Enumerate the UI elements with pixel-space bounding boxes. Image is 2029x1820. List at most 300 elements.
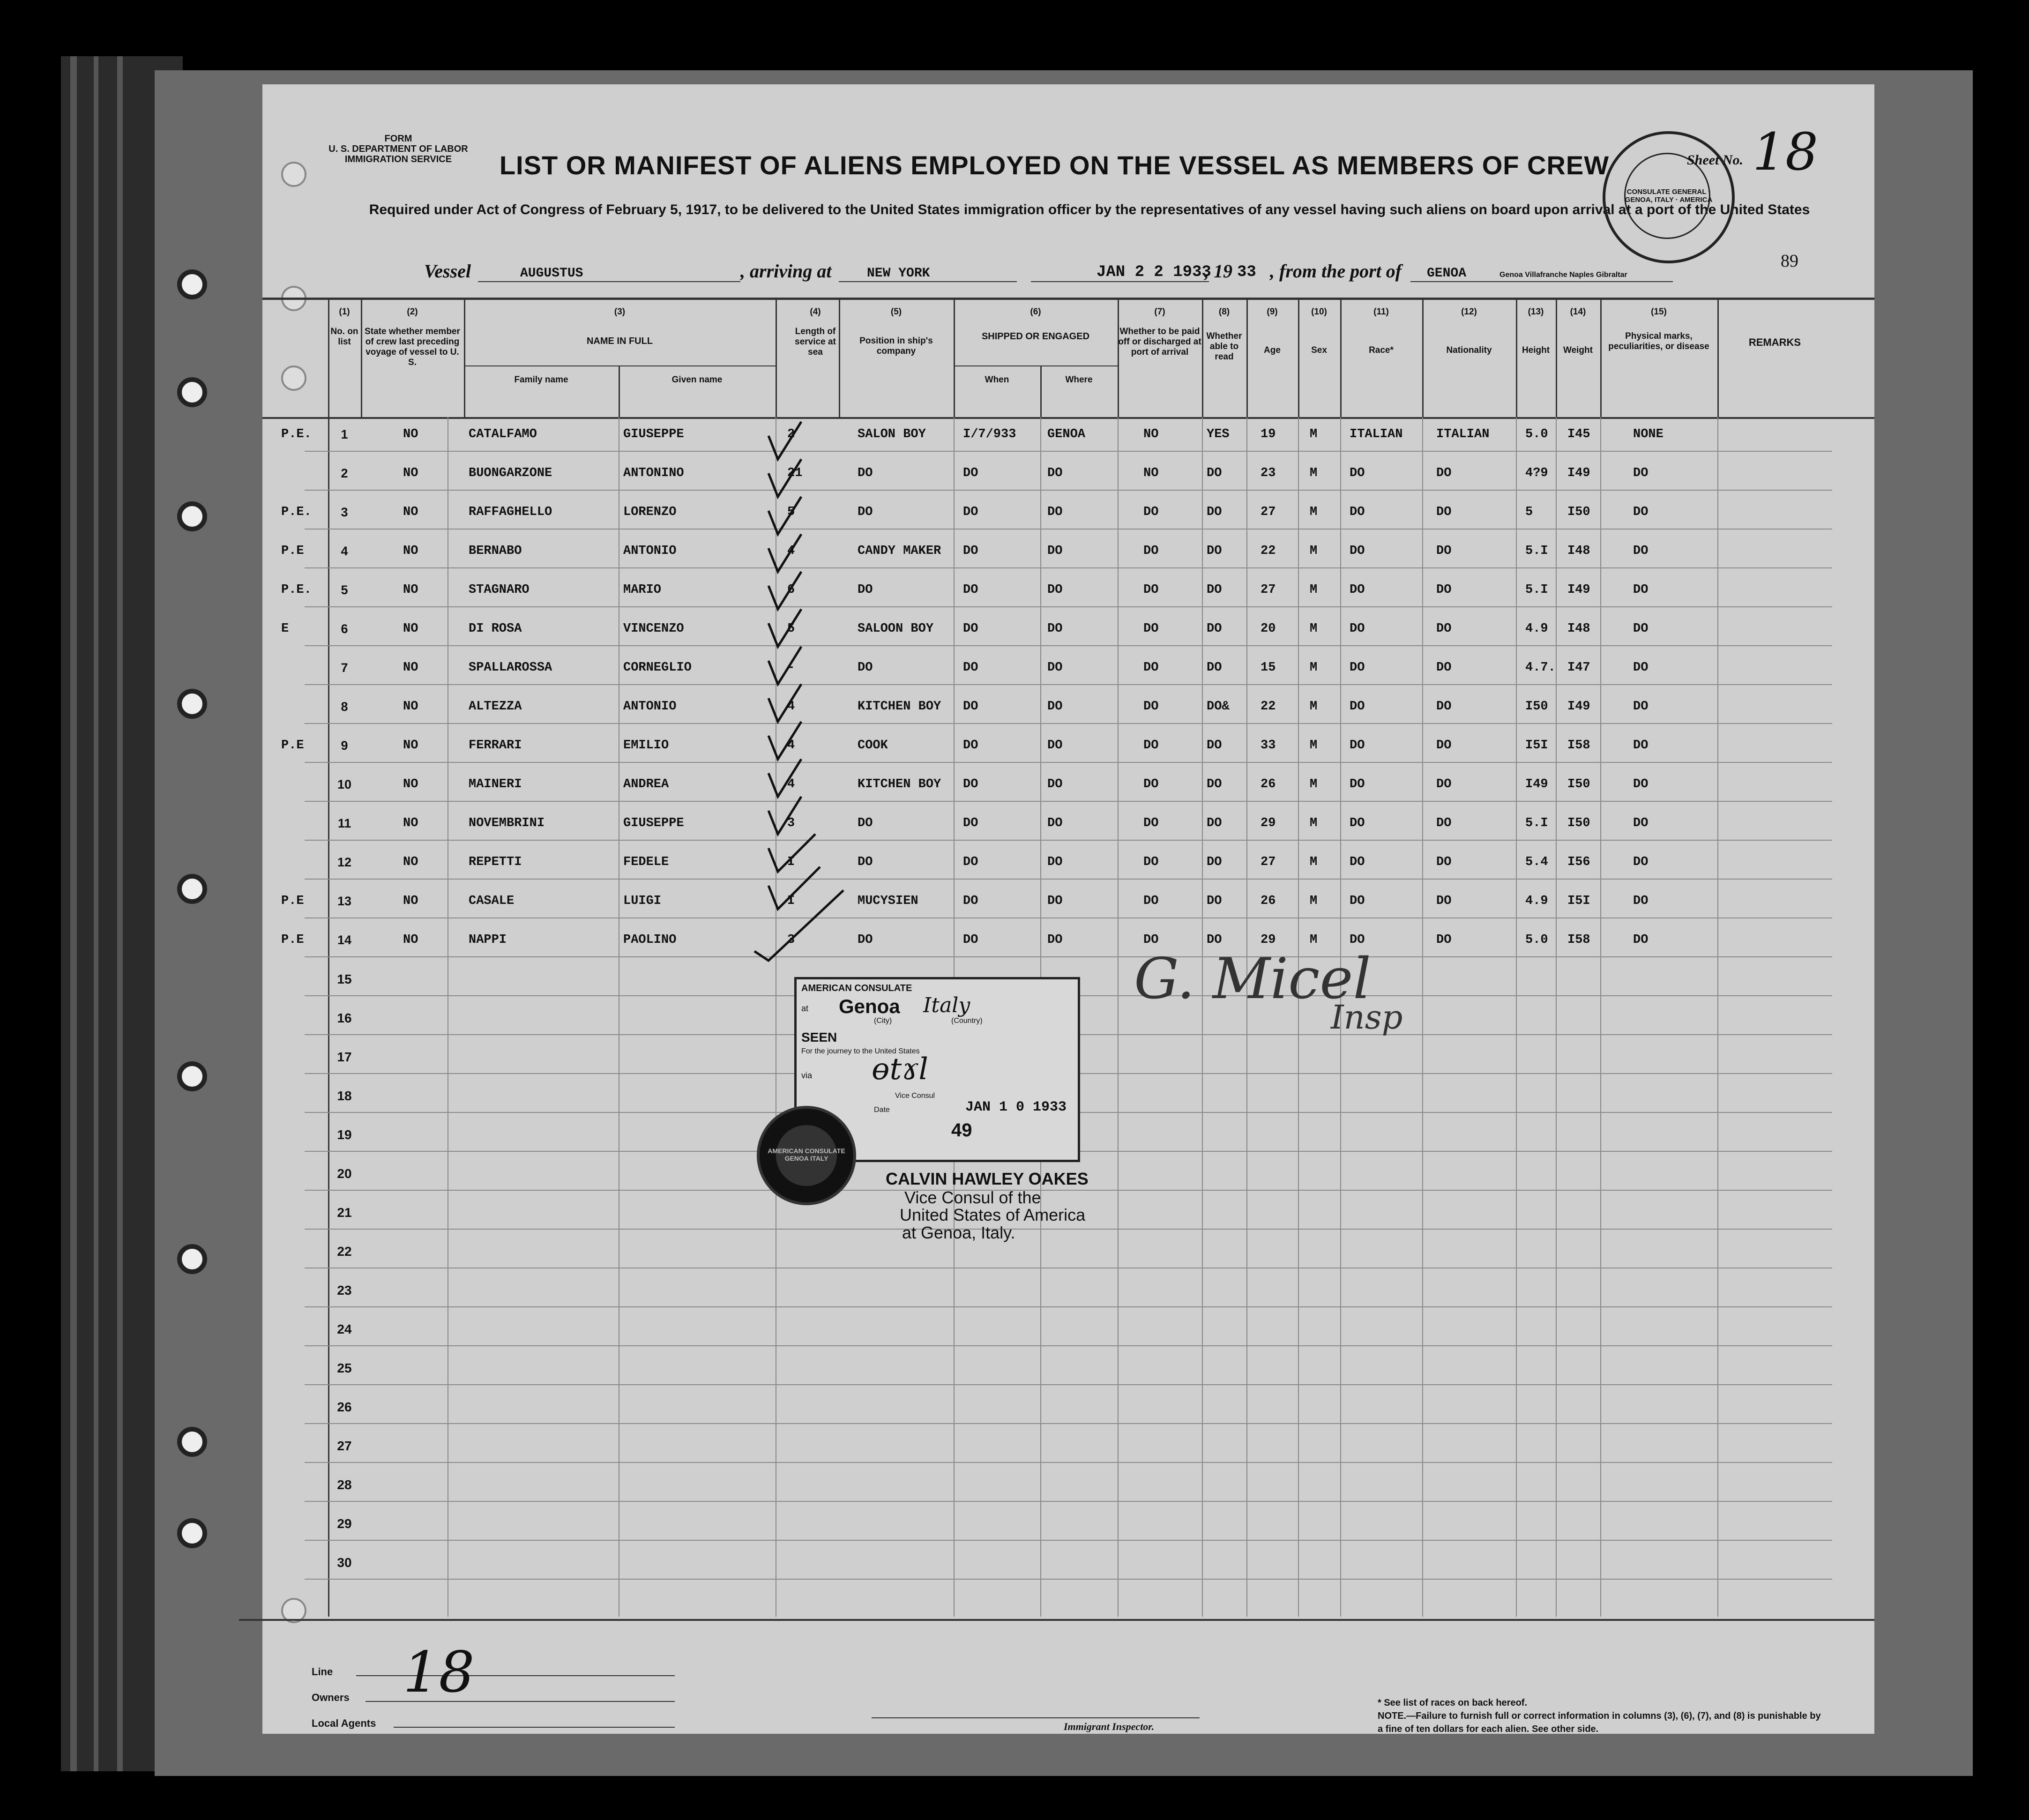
row-family-name: RAFFAGHELLO [469, 505, 552, 519]
consulate-seal-stamp: AMERICAN CONSULATE GENOA ITALY [757, 1106, 856, 1205]
row-physical-marks: DO [1633, 933, 1649, 947]
vessel-name: AUGUSTUS [520, 266, 583, 281]
row-able-to-read: DO [1207, 816, 1222, 830]
binder-strip [117, 56, 123, 1771]
row-shipped-when: DO [963, 855, 978, 869]
row-given-name: ANTONINO [623, 466, 684, 480]
row-position: DO [858, 855, 873, 869]
row-height: 4.7. [1525, 661, 1556, 675]
sheet-number: 18 [1753, 122, 1818, 182]
row-nationality: DO [1436, 738, 1452, 753]
empty-row-number: 15 [337, 972, 352, 986]
row-rule [305, 879, 1832, 880]
consul-title-3: at Genoa, Italy. [902, 1223, 1015, 1242]
row-number: 12 [337, 855, 352, 869]
row-paid-off: NO [1143, 427, 1159, 441]
row-prev-voyage: NO [403, 583, 418, 597]
row-physical-marks: DO [1633, 544, 1649, 558]
row-rule [305, 1501, 1832, 1502]
row-physical-marks: DO [1633, 700, 1649, 714]
col-age-header: (9) Age [1264, 307, 1281, 355]
row-position: DO [858, 466, 873, 480]
row-mark: P.E [281, 894, 304, 908]
row-able-to-read: DO [1207, 855, 1222, 869]
row-position: SALOON BOY [858, 622, 934, 636]
row-service: 4 [787, 544, 795, 558]
row-prev-voyage: NO [403, 738, 418, 753]
row-mark: P.E [281, 544, 304, 558]
page-hole [281, 162, 306, 187]
row-shipped-where: GENOA [1047, 427, 1086, 441]
row-sex: M [1310, 738, 1318, 753]
row-mark: E [281, 622, 289, 636]
row-nationality: DO [1436, 505, 1452, 519]
row-weight: I48 [1567, 622, 1590, 636]
row-service: 3 [787, 933, 795, 947]
arriving-port: NEW YORK [867, 266, 930, 281]
row-rule [305, 1190, 1832, 1191]
row-shipped-when: DO [963, 700, 978, 714]
row-sex: M [1310, 661, 1318, 675]
col-read-header: (8) Whether able to read [1206, 307, 1242, 362]
row-able-to-read: DO& [1207, 700, 1230, 714]
row-race: DO [1350, 505, 1365, 519]
binder-strip [70, 56, 77, 1771]
row-age: 27 [1261, 855, 1276, 869]
row-nationality: DO [1436, 622, 1452, 636]
row-shipped-where: DO [1047, 816, 1063, 830]
row-physical-marks: NONE [1633, 427, 1663, 441]
row-physical-marks: DO [1633, 738, 1649, 753]
row-prev-voyage: NO [403, 661, 418, 675]
row-weight: I56 [1567, 855, 1590, 869]
row-family-name: SPALLAROSSA [469, 661, 552, 675]
row-age: 19 [1261, 427, 1276, 441]
row-weight: I47 [1567, 661, 1590, 675]
inspector-abbrev: Insp [1331, 998, 1403, 1037]
row-sex: M [1310, 505, 1318, 519]
row-rule [305, 1384, 1832, 1385]
empty-row-number: 19 [337, 1127, 352, 1142]
row-rule [305, 801, 1832, 802]
row-height: 5.0 [1525, 933, 1548, 947]
binder-hole [177, 1061, 207, 1091]
row-given-name: PAOLINO [623, 933, 677, 947]
col-physical-marks-header: (15) Physical marks, peculiarities, or disease [1608, 307, 1709, 351]
row-given-name: GIUSEPPE [623, 816, 684, 830]
row-given-name: VINCENZO [623, 622, 684, 636]
empty-row-number: 28 [337, 1477, 352, 1492]
empty-row-number: 22 [337, 1244, 352, 1259]
row-number: 9 [341, 738, 348, 753]
row-able-to-read: DO [1207, 894, 1222, 908]
row-shipped-when: DO [963, 894, 978, 908]
row-service: 21 [787, 466, 803, 480]
row-weight: I50 [1567, 777, 1590, 791]
row-given-name: ANDREA [623, 777, 669, 791]
row-height: 5 [1525, 505, 1533, 519]
row-race: DO [1350, 777, 1365, 791]
row-number: 8 [341, 700, 348, 714]
col-sex-header: (10) Sex [1311, 307, 1327, 355]
row-given-name: CORNEGLIO [623, 661, 692, 675]
row-sex: M [1310, 816, 1318, 830]
row-shipped-where: DO [1047, 583, 1063, 597]
row-shipped-where: DO [1047, 505, 1063, 519]
col-service-header: (4) Length of service at sea [795, 307, 836, 357]
row-prev-voyage: NO [403, 933, 418, 947]
row-height: 5.I [1525, 544, 1548, 558]
row-number: 7 [341, 661, 348, 675]
row-shipped-when: DO [963, 505, 978, 519]
empty-row-number: 23 [337, 1283, 352, 1298]
row-service: 4 [787, 738, 795, 753]
row-paid-off: DO [1143, 505, 1159, 519]
row-number: 4 [341, 544, 348, 558]
row-rule [305, 451, 1832, 452]
row-mark: P.E [281, 738, 304, 753]
row-family-name: ALTEZZA [469, 700, 522, 714]
row-given-name: MARIO [623, 583, 662, 597]
row-height: 5.I [1525, 583, 1548, 597]
row-prev-voyage: NO [403, 816, 418, 830]
row-race: DO [1350, 894, 1365, 908]
row-age: 23 [1261, 466, 1276, 480]
row-shipped-when: DO [963, 777, 978, 791]
row-sex: M [1310, 855, 1318, 869]
row-family-name: BERNABO [469, 544, 522, 558]
col-family-name-header: Family name [514, 375, 568, 385]
row-shipped-where: DO [1047, 777, 1063, 791]
col-nationality-header: (12) Nationality [1446, 307, 1492, 355]
row-physical-marks: DO [1633, 816, 1649, 830]
binder-hole [177, 269, 207, 299]
row-age: 22 [1261, 700, 1276, 714]
row-paid-off: DO [1143, 661, 1159, 675]
row-rule [305, 567, 1832, 568]
row-race: ITALIAN [1350, 427, 1403, 441]
row-physical-marks: DO [1633, 622, 1649, 636]
row-age: 15 [1261, 661, 1276, 675]
row-weight: I45 [1567, 427, 1590, 441]
row-prev-voyage: NO [403, 505, 418, 519]
col-paid-off-header: (7) Whether to be paid off or discharged at port of arrival [1118, 307, 1201, 357]
row-position: DO [858, 661, 873, 675]
binder-hole [177, 1518, 207, 1548]
row-rule [305, 1423, 1832, 1424]
empty-row-number: 24 [337, 1322, 352, 1336]
vice-consul-signature: ɵtɤl [872, 1052, 928, 1087]
col-remarks-header: REMARKS [1748, 336, 1801, 348]
empty-row-number: 29 [337, 1516, 352, 1531]
row-able-to-read: YES [1207, 427, 1230, 441]
row-shipped-where: DO [1047, 622, 1063, 636]
row-shipped-where: DO [1047, 894, 1063, 908]
row-rule [305, 645, 1832, 646]
vessel-label: Vessel [424, 261, 471, 282]
row-nationality: ITALIAN [1436, 427, 1490, 441]
row-sex: M [1310, 777, 1318, 791]
row-age: 20 [1261, 622, 1276, 636]
consul-name: CALVIN HAWLEY OAKES [886, 1169, 1089, 1188]
row-able-to-read: DO [1207, 505, 1222, 519]
page-title: LIST OR MANIFEST OF ALIENS EMPLOYED ON THE VESSEL AS MEMBERS OF CREW [499, 150, 1610, 180]
row-height: I49 [1525, 777, 1548, 791]
corner-number: 89 [1781, 251, 1798, 271]
row-able-to-read: DO [1207, 661, 1222, 675]
row-weight: I5I [1567, 894, 1590, 908]
row-nationality: DO [1436, 894, 1452, 908]
ports-via: Genoa Villafranche Naples Gibraltar [1499, 271, 1627, 279]
row-position: MUCYSIEN [858, 894, 918, 908]
row-given-name: GIUSEPPE [623, 427, 684, 441]
row-shipped-where: DO [1047, 466, 1063, 480]
col-shipped-header: (6) SHIPPED OR ENGAGED [981, 307, 1090, 342]
row-family-name: NAPPI [469, 933, 507, 947]
row-shipped-when: DO [963, 583, 978, 597]
row-weight: I58 [1567, 933, 1590, 947]
row-sex: M [1310, 700, 1318, 714]
row-rule [305, 956, 1832, 957]
row-physical-marks: DO [1633, 583, 1649, 597]
row-given-name: EMILIO [623, 738, 669, 753]
row-rule [305, 1306, 1832, 1307]
row-physical-marks: DO [1633, 894, 1649, 908]
row-rule [305, 1462, 1832, 1463]
empty-row-number: 17 [337, 1050, 352, 1064]
row-nationality: DO [1436, 544, 1452, 558]
row-able-to-read: DO [1207, 777, 1222, 791]
row-shipped-when: DO [963, 816, 978, 830]
from-port: GENOA [1427, 266, 1467, 281]
row-sex: M [1310, 894, 1318, 908]
row-service: 3 [787, 816, 795, 830]
row-paid-off: DO [1143, 894, 1159, 908]
row-weight: I48 [1567, 544, 1590, 558]
row-height: 5.0 [1525, 427, 1548, 441]
empty-row-number: 30 [337, 1555, 352, 1570]
row-service: 2 [787, 427, 795, 441]
row-family-name: BUONGARZONE [469, 466, 552, 480]
row-mark: P.E [281, 933, 304, 947]
row-sex: M [1310, 544, 1318, 558]
row-race: DO [1350, 855, 1365, 869]
row-physical-marks: DO [1633, 855, 1649, 869]
row-given-name: ANTONIO [623, 544, 677, 558]
row-rule [305, 723, 1832, 724]
row-nationality: DO [1436, 700, 1452, 714]
row-nationality: DO [1436, 583, 1452, 597]
row-height: I50 [1525, 700, 1548, 714]
row-paid-off: DO [1143, 700, 1159, 714]
row-physical-marks: DO [1633, 505, 1649, 519]
row-number: 11 [337, 816, 351, 830]
row-physical-marks: DO [1633, 661, 1649, 675]
row-weight: I50 [1567, 505, 1590, 519]
form-number: FORM U. S. DEPARTMENT OF LABOR IMMIGRATION SERVICE [328, 134, 468, 164]
row-paid-off: DO [1143, 622, 1159, 636]
row-shipped-when: DO [963, 933, 978, 947]
row-height: 5.I [1525, 816, 1548, 830]
row-position: DO [858, 816, 873, 830]
row-weight: I49 [1567, 583, 1590, 597]
checkmarks-handwritten [750, 412, 867, 965]
line-label: Line [312, 1666, 333, 1678]
row-physical-marks: DO [1633, 777, 1649, 791]
row-age: 27 [1261, 583, 1276, 597]
row-weight: I49 [1567, 466, 1590, 480]
row-position: KITCHEN BOY [858, 777, 941, 791]
row-family-name: NOVEMBRINI [469, 816, 545, 830]
row-nationality: DO [1436, 661, 1452, 675]
owners-label: Owners [312, 1692, 350, 1703]
year-label: , 19 [1204, 261, 1232, 282]
binder-hole [177, 874, 207, 904]
row-service: 6 [787, 583, 795, 597]
row-age: 27 [1261, 505, 1276, 519]
row-paid-off: DO [1143, 544, 1159, 558]
row-able-to-read: DO [1207, 933, 1222, 947]
row-paid-off: DO [1143, 855, 1159, 869]
inspector-label: Immigrant Inspector. [1064, 1721, 1155, 1732]
row-rule [305, 606, 1832, 607]
col-given-name-header: Given name [671, 375, 723, 385]
consul-title-2: United States of America [900, 1205, 1086, 1224]
row-paid-off: NO [1143, 466, 1159, 480]
row-family-name: CATALFAMO [469, 427, 537, 441]
row-height: 4.9 [1525, 622, 1548, 636]
row-paid-off: DO [1143, 777, 1159, 791]
col-when-header: When [985, 375, 1009, 385]
row-prev-voyage: NO [403, 427, 418, 441]
empty-row-number: 21 [337, 1205, 352, 1220]
col-position-header: (5) Position in ship's company [859, 307, 933, 356]
row-family-name: DI ROSA [469, 622, 522, 636]
row-prev-voyage: NO [403, 777, 418, 791]
row-rule [305, 1540, 1832, 1541]
row-shipped-when: DO [963, 622, 978, 636]
row-sex: M [1310, 466, 1318, 480]
row-paid-off: DO [1143, 816, 1159, 830]
binder-hole [177, 689, 207, 719]
row-prev-voyage: NO [403, 855, 418, 869]
row-height: 5.4 [1525, 855, 1548, 869]
page-subtitle: Required under Act of Congress of February 5, 1917, to be delivered to the United States immigration officer by the representatives of any vessel having such aliens on board upon arrival at a port of the United States [369, 202, 1810, 217]
row-rule [305, 917, 1832, 918]
row-rule [305, 762, 1832, 763]
col-height-header: (13) Height [1522, 307, 1550, 355]
row-race: DO [1350, 661, 1365, 675]
row-weight: I49 [1567, 700, 1590, 714]
row-able-to-read: DO [1207, 622, 1222, 636]
row-weight: I58 [1567, 738, 1590, 753]
row-position: KITCHEN BOY [858, 700, 941, 714]
row-height: 4.9 [1525, 894, 1548, 908]
row-prev-voyage: NO [403, 544, 418, 558]
row-race: DO [1350, 738, 1365, 753]
inspector-signature: G. Micel [1134, 947, 1371, 1012]
row-mark: P.E. [281, 505, 312, 519]
row-prev-voyage: NO [403, 700, 418, 714]
row-service: - [787, 661, 795, 675]
row-sex: M [1310, 583, 1318, 597]
row-weight: I50 [1567, 816, 1590, 830]
row-prev-voyage: NO [403, 894, 418, 908]
row-number: 10 [337, 777, 352, 791]
empty-row-number: 27 [337, 1439, 352, 1453]
binder-hole [177, 1244, 207, 1274]
row-paid-off: DO [1143, 933, 1159, 947]
row-race: DO [1350, 544, 1365, 558]
row-nationality: DO [1436, 466, 1452, 480]
row-able-to-read: DO [1207, 583, 1222, 597]
row-age: 22 [1261, 544, 1276, 558]
row-number: 3 [341, 505, 348, 519]
col-race-header: (11) Race* [1369, 307, 1394, 355]
row-sex: M [1310, 933, 1318, 947]
row-race: DO [1350, 622, 1365, 636]
row-shipped-when: DO [963, 544, 978, 558]
row-number: 1 [341, 427, 348, 441]
empty-row-number: 20 [337, 1166, 352, 1181]
row-age: 26 [1261, 777, 1276, 791]
row-rule [305, 684, 1832, 685]
row-age: 29 [1261, 816, 1276, 830]
binder-strip [94, 56, 98, 1771]
row-shipped-where: DO [1047, 738, 1063, 753]
row-race: DO [1350, 583, 1365, 597]
empty-row-number: 16 [337, 1011, 352, 1025]
row-position: COOK [858, 738, 888, 753]
row-mark: P.E. [281, 427, 312, 441]
row-given-name: LORENZO [623, 505, 677, 519]
arrival-date: JAN 2 2 1933 [1097, 263, 1211, 281]
sheet-label: Sheet No. [1687, 152, 1743, 168]
row-service: 5 [787, 505, 795, 519]
row-position: CANDY MAKER [858, 544, 941, 558]
row-able-to-read: DO [1207, 544, 1222, 558]
binder-hole [177, 377, 207, 407]
row-rule [305, 490, 1832, 491]
row-number: 13 [337, 894, 352, 908]
row-position: DO [858, 583, 873, 597]
row-rule [305, 840, 1832, 841]
row-shipped-when: I/7/933 [963, 427, 1016, 441]
binder-hole [177, 1427, 207, 1457]
page-hole [281, 365, 306, 391]
row-physical-marks: DO [1633, 466, 1649, 480]
row-rule [305, 1579, 1832, 1580]
row-service: I [787, 855, 795, 869]
row-nationality: DO [1436, 933, 1452, 947]
row-rule [305, 529, 1832, 530]
row-shipped-where: DO [1047, 544, 1063, 558]
row-race: DO [1350, 933, 1365, 947]
row-number: 5 [341, 583, 348, 597]
col-where-header: Where [1065, 375, 1093, 385]
row-service: 4 [787, 700, 795, 714]
row-race: DO [1350, 700, 1365, 714]
consul-title-1: Vice Consul of the [904, 1188, 1041, 1207]
consular-visa-stamp: AMERICAN CONSULATE at Genoa Italy (City) (Country) SEEN For the journey to the United States via ɵtɤl Vice Consul Date JAN 1 0 1933 49 [794, 977, 1080, 1162]
row-position: DO [858, 933, 873, 947]
row-service: I [787, 894, 795, 908]
row-nationality: DO [1436, 777, 1452, 791]
row-age: 33 [1261, 738, 1276, 753]
handwritten-footer-number: 18 [403, 1640, 475, 1705]
empty-row-number: 18 [337, 1089, 352, 1103]
row-rule [305, 1229, 1832, 1230]
